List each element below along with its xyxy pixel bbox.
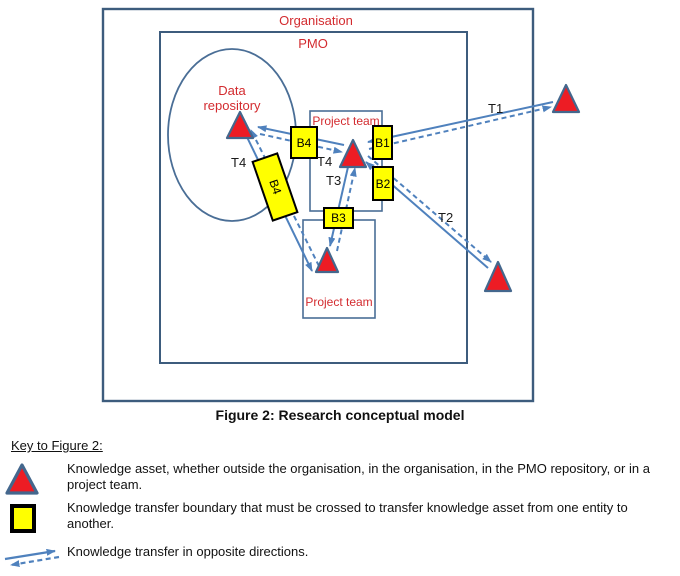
boundary-b4-rotated-text: B4 [265, 177, 285, 197]
pmo-label: PMO [298, 36, 328, 51]
transfer-t4-center-label: T4 [317, 154, 333, 169]
project-team-bottom-label: Project team [305, 295, 373, 309]
key-heading: Key to Figure 2: [11, 438, 103, 453]
transfer-t1-label: T1 [488, 101, 504, 116]
transfer-boundary-icon [10, 504, 36, 533]
figure-caption: Figure 2: Research conceptual model [215, 407, 465, 423]
project-team-top-label: Project team [312, 114, 380, 128]
boundary-b3-label: B3 [331, 211, 346, 225]
organisation-label: Organisation [279, 13, 353, 28]
key-item-boundary-text: Knowledge transfer boundary that must be crossed to transfer knowledge asset from one entity to another. [67, 500, 628, 531]
asset-bottom-team-triangle [316, 248, 338, 272]
key-item-asset-text: Knowledge asset, whether outside the organisation, in the organisation, in the PMO repository, or in a project team. [67, 461, 650, 492]
transfer-t4-left-label: T4 [231, 155, 247, 170]
boundary-b1-label: B1 [375, 135, 390, 150]
boundary-b2-label: B2 [375, 176, 391, 191]
boundary-b4-top-label: B4 [296, 135, 312, 150]
knowledge-asset-triangle-icon [5, 463, 39, 495]
pmo-box [160, 32, 467, 363]
asset-organisation-triangle [485, 262, 511, 291]
asset-repository-triangle [227, 112, 253, 138]
asset-outside-triangle [553, 85, 579, 112]
data-repository-label: Data repository [203, 83, 261, 113]
transfer-t2-label: T2 [438, 210, 454, 225]
t1-dashed-arrow [369, 107, 551, 149]
t1-solid-arrow [368, 102, 553, 142]
transfer-arrows-icon [3, 546, 63, 570]
key-item-arrows-text: Knowledge transfer in opposite directions. [67, 544, 309, 559]
organisation-box [103, 9, 533, 401]
transfer-t3-label: T3 [326, 173, 342, 188]
